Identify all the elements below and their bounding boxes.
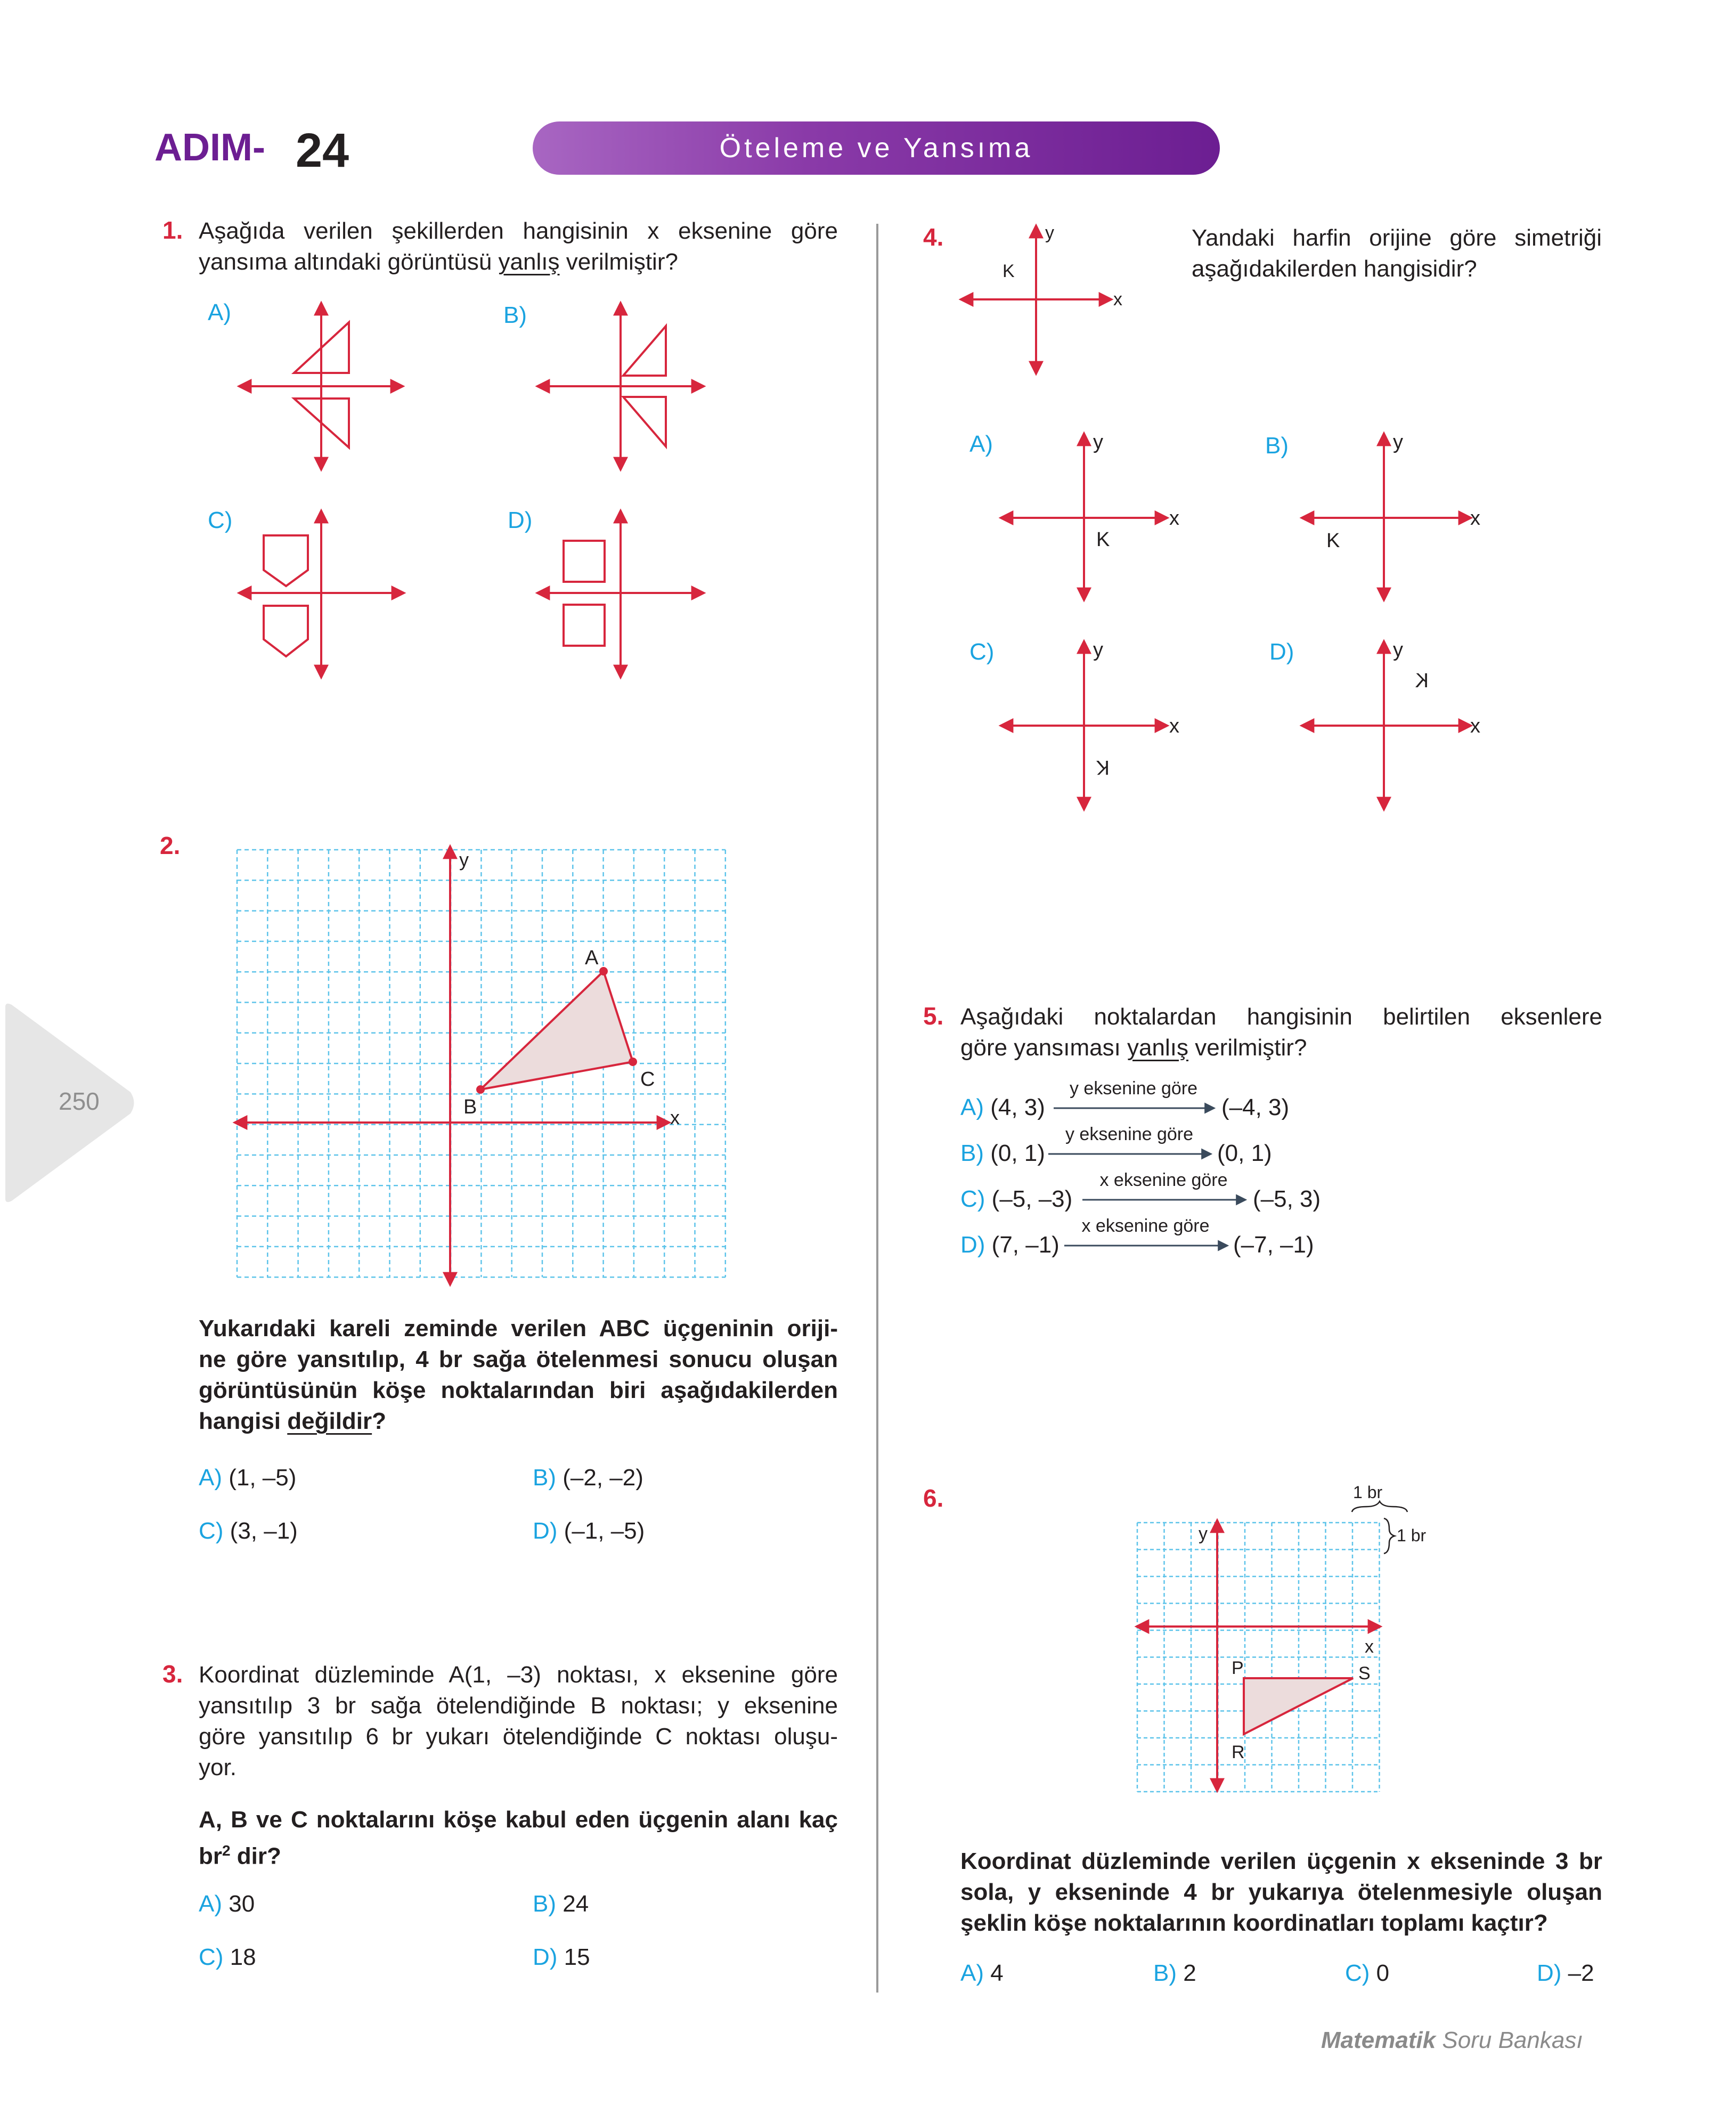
q2-y-label: y	[459, 849, 469, 871]
q4-a-x-label: x	[1169, 507, 1179, 530]
q5-option-b[interactable]: B) (0, 1)	[960, 1140, 1045, 1166]
q4-option-d-label[interactable]: D)	[1269, 639, 1294, 665]
q4-x-label: x	[1113, 289, 1122, 310]
q2-option-a[interactable]: A) (1, –5)	[199, 1465, 297, 1491]
q3-text-line1: Koordinat düzleminde A(1, –3) noktası, x eksenine göre	[199, 1662, 838, 1688]
q6-y-label: y	[1199, 1524, 1208, 1544]
page-title: Öteleme ve Yansıma	[533, 121, 1220, 175]
q4-y-label: y	[1045, 223, 1054, 243]
q3-number: 3.	[162, 1660, 183, 1688]
q5-c-result: (–5, 3)	[1253, 1186, 1321, 1212]
q6-option-b[interactable]: B) 2	[1153, 1960, 1196, 1986]
q3-option-c[interactable]: C) 18	[199, 1944, 256, 1970]
q3-text-line2: yansıtılıp 3 br sağa ötelendiğinde B noktası; y eksenine	[199, 1693, 838, 1719]
q1-text-line1: Aşağıda verilen şekillerden hangisinin x eksenine göre	[199, 218, 838, 244]
q2-text-line4: hangisi değildir?	[199, 1408, 387, 1434]
q6-label-p: P	[1232, 1658, 1244, 1678]
q4-option-b-label[interactable]: B)	[1265, 433, 1289, 459]
q6-label-r: R	[1232, 1742, 1245, 1762]
q6-unit-x-brace	[1352, 1501, 1407, 1512]
q4-option-a-label[interactable]: A)	[969, 431, 993, 457]
q1-option-a-label[interactable]: A)	[208, 299, 231, 326]
q4-c-x-label: x	[1169, 715, 1179, 737]
q4-b-x-label: x	[1470, 507, 1480, 530]
q6-label-s: S	[1358, 1663, 1371, 1684]
q5-d-arrow-label: x eksenine göre	[1081, 1216, 1210, 1236]
q4-a-letter-k: K	[1096, 528, 1110, 551]
q6-option-d[interactable]: D) –2	[1537, 1960, 1594, 1986]
q6-triangle-prs	[1244, 1678, 1353, 1734]
page-number: 250	[59, 1087, 100, 1115]
q2-option-b[interactable]: B) (–2, –2)	[533, 1465, 643, 1491]
q4-c-y-label: y	[1093, 639, 1103, 661]
q2-text-line2: ne göre yansıtılıp, 4 br sağa ötelenmesi sonucu oluşan	[199, 1346, 838, 1372]
q5-text-line1: Aşağıdaki noktalardan hangisinin belirtilen eksenlere	[960, 1004, 1602, 1030]
q6-option-a[interactable]: A) 4	[960, 1960, 1004, 1986]
q4-b-y-label: y	[1393, 431, 1403, 453]
q2-number: 2.	[160, 832, 181, 859]
q6-grid	[1137, 1523, 1380, 1792]
q2-label-a: A	[585, 947, 599, 969]
q4-text-line2: aşağıdakilerden hangisidir?	[1192, 256, 1477, 282]
step-label: ADIM-	[154, 126, 265, 169]
q2-text-line3: görüntüsünün köşe noktalarından biri aşağıdakilerden	[199, 1377, 838, 1403]
q4-letter-k: K	[1003, 261, 1015, 281]
q5-option-a[interactable]: A) (4, 3)	[960, 1094, 1045, 1120]
q6-text-line1: Koordinat düzleminde verilen üçgenin x ekseninde 3 br	[960, 1848, 1602, 1874]
q4-c-letter-k: K	[1096, 756, 1110, 778]
q1-number: 1.	[162, 216, 183, 244]
q3-text-line6: $br^2$ dir?	[199, 1842, 281, 1869]
footer-brand: Matematik Soru Bankası	[1321, 2027, 1583, 2053]
q5-option-c[interactable]: C) (–5, –3)	[960, 1186, 1073, 1212]
q3-option-b[interactable]: B) 24	[533, 1891, 589, 1917]
q3-option-d[interactable]: D) 15	[533, 1944, 590, 1970]
q6-number: 6.	[923, 1484, 944, 1512]
q6-unit-y-brace	[1384, 1518, 1395, 1554]
q5-b-result: (0, 1)	[1217, 1140, 1272, 1166]
q2-label-b: B	[463, 1096, 477, 1118]
q3-text-line5: A, B ve C noktalarını köşe kabul eden üçgenin alanı kaç	[199, 1807, 838, 1833]
q6-unit-y: 1 br	[1397, 1526, 1427, 1545]
q6-grid-figure	[1119, 1481, 1449, 1801]
q2-x-label: x	[670, 1107, 680, 1128]
q5-text-line2: göre yansıması yanlış verilmiştir?	[960, 1035, 1307, 1061]
q4-d-x-label: x	[1470, 715, 1480, 737]
step-number: 24	[296, 124, 349, 177]
q3-text-line4: yor.	[199, 1754, 237, 1780]
q5-b-arrow-label: y eksenine göre	[1065, 1124, 1194, 1144]
q6-option-c[interactable]: C) 0	[1345, 1960, 1390, 1986]
q3-option-a[interactable]: A) 30	[199, 1891, 255, 1917]
q4-option-c-label[interactable]: C)	[969, 639, 995, 665]
q6-text-line3: şeklin köşe noktalarının koordinatları toplamı kaçtır?	[960, 1910, 1548, 1936]
q5-c-arrow-label: x eksenine göre	[1099, 1170, 1228, 1190]
q6-x-label: x	[1365, 1637, 1374, 1657]
q4-a-y-label: y	[1093, 431, 1103, 453]
q1-option-d-label[interactable]: D)	[508, 507, 533, 533]
q5-a-arrow-label: y eksenine göre	[1069, 1078, 1198, 1099]
q5-number: 5.	[923, 1002, 944, 1030]
q6-unit-x: 1 br	[1353, 1483, 1383, 1502]
q4-b-letter-k: K	[1326, 530, 1340, 552]
q5-option-d[interactable]: D) (7, –1)	[960, 1232, 1059, 1258]
q4-d-y-label: y	[1393, 639, 1403, 661]
q4-text-line1: Yandaki harfin orijine göre simetriği	[1192, 225, 1602, 251]
q3-text-line3: göre yansıtılıp 6 br yukarı ötelendiğinde C noktası oluşu-	[199, 1723, 838, 1750]
q1-option-c-label[interactable]: C)	[208, 507, 233, 533]
q5-a-result: (–4, 3)	[1221, 1094, 1290, 1120]
q4-d-letter-k: K	[1415, 670, 1429, 692]
q5-d-result: (–7, –1)	[1233, 1232, 1314, 1258]
q1-option-b-label[interactable]: B)	[503, 302, 527, 328]
q2-text-line1: Yukarıdaki kareli zeminde verilen ABC üçgeninin oriji-	[199, 1315, 838, 1341]
q1-text-line2: yansıma altındaki görüntüsü yanlış verilmiştir?	[199, 249, 678, 275]
q2-option-d[interactable]: D) (–1, –5)	[533, 1518, 645, 1544]
q6-text-line2: sola, y ekseninde 4 br yukarıya ötelenmesiyle oluşan	[960, 1879, 1602, 1905]
q4-number: 4.	[923, 223, 944, 251]
q2-label-c: C	[640, 1068, 655, 1091]
q2-option-c[interactable]: C) (3, –1)	[199, 1518, 298, 1544]
